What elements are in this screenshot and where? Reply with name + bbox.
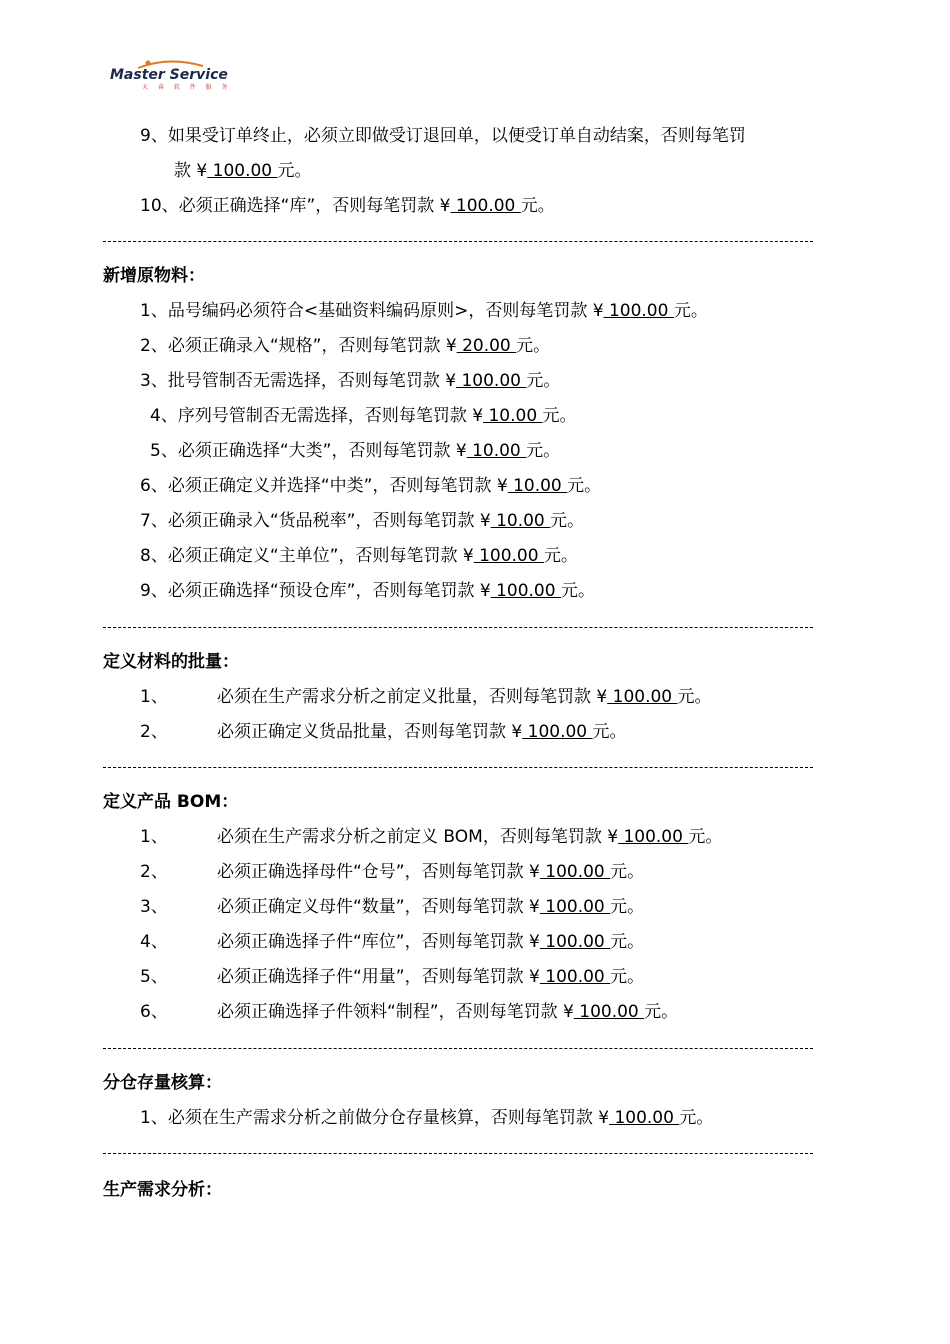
item-number: 9、 [140,126,168,146]
item-text: 必须正确选择子件“库位”，否则每笔罚款 ¥ [217,932,540,952]
item-number: 1、 [140,687,168,707]
list-item [140,721,627,743]
item-tail: 元。 [688,827,723,847]
penalty-amount: 100.00 [539,862,611,882]
item-tail: 元。 [610,967,645,987]
penalty-amount: 10.00 [490,511,551,531]
item-tail: 元。 [542,406,577,426]
item-tail: 元。 [277,161,312,181]
list-item [150,440,560,462]
item-tail: 元。 [526,441,561,461]
penalty-amount: 10.00 [483,406,543,426]
item-tail: 元。 [560,581,595,601]
list-item [140,896,645,918]
item-tail: 元。 [592,722,627,742]
penalty-amount: 100.00 [609,1108,680,1128]
logo-text: Master Service [110,67,228,83]
item-tail: 元。 [550,511,585,531]
penalty-amount: 100.00 [618,827,689,847]
item-text: 必须正确选择“预设仓库”，否则每笔罚款 ¥ [167,581,491,601]
item-body [217,966,644,988]
item-body [217,861,644,883]
item-number: 2、 [140,862,168,882]
item-text: 如果受订单终止，必须立即做受订退回单，以便受订单自动结案，否则每笔罚 [167,126,746,146]
item-text: 批号管制否无需选择，否则每笔罚款 ¥ [167,371,457,391]
item-text: 必须正确定义货品批量，否则每笔罚款 ¥ [217,722,523,742]
item-number: 8、 [140,546,168,566]
item-number: 3、 [140,371,168,391]
item-text: 必须正确选择子件领料“制程”，否则每笔罚款 ¥ [217,1002,574,1022]
item-number: 2、 [140,336,168,356]
item-body [217,896,644,918]
item-number: 9、 [140,581,168,601]
list-item [140,300,708,322]
item-number: 1、 [140,1108,168,1128]
list-item [140,125,746,147]
item-text: 必须正确选择母件“仓号”，否则每笔罚款 ¥ [217,862,540,882]
item-tail: 元。 [610,932,645,952]
item-tail: 元。 [526,371,561,391]
item-tail: 元。 [679,1108,714,1128]
item-tail: 元。 [516,336,551,356]
list-item [140,826,723,848]
item-number: 1、 [140,301,168,321]
item-number: 4、 [140,932,168,952]
item-tail: 元。 [673,301,708,321]
item-tail: 元。 [677,687,712,707]
list-item [140,370,560,392]
penalty-amount: 100.00 [539,932,611,952]
item-tail: 元。 [520,196,555,216]
penalty-amount: 10.00 [466,441,527,461]
item-body [217,931,644,953]
dashed-separator [103,627,813,628]
item-number: 2、 [140,722,168,742]
item-text: 必须在生产需求分析之前做分仓存量核算，否则每笔罚款 ¥ [167,1108,610,1128]
penalty-amount: 100.00 [573,1002,645,1022]
item-number: 5、 [140,967,168,987]
item-number: 3、 [140,897,168,917]
item-text: 必须正确录入“货品税率”，否则每笔罚款 ¥ [167,511,491,531]
item-text: 必须正确录入“规格”，否则每笔罚款 ¥ [167,336,457,356]
list-item [140,545,578,567]
penalty-amount: 100.00 [207,161,278,181]
penalty-amount: 100.00 [490,581,561,601]
penalty-amount: 100.00 [450,196,521,216]
dashed-separator [103,241,813,242]
master-service-logo [108,58,248,92]
item-text: 必须在生产需求分析之前定义批量，否则每笔罚款 ¥ [217,687,608,707]
item-number: 7、 [140,511,168,531]
penalty-amount: 100.00 [522,722,593,742]
item-text: 必须正确选择“库”，否则每笔罚款 ¥ [178,196,451,216]
item-number: 4、 [150,406,178,426]
item-number: 5、 [150,441,178,461]
item-text: 品号编码必须符合<基础资料编码原则>，否则每笔罚款 ¥ [167,301,604,321]
item-number: 6、 [140,1002,168,1022]
list-item [140,335,550,357]
list-item [140,1107,713,1129]
item-text: 必须正确定义“主单位”，否则每笔罚款 ¥ [167,546,474,566]
penalty-amount: 100.00 [473,546,544,566]
item-tail: 元。 [610,897,645,917]
item-text: 必须正确定义母件“数量”，否则每笔罚款 ¥ [217,897,540,917]
item-number: 1、 [140,827,168,847]
list-item [140,861,645,883]
item-tail: 元。 [644,1002,679,1022]
logo-subtext: 天 睿 软 件 服 务 [142,84,232,91]
penalty-amount: 100.00 [607,687,678,707]
penalty-amount: 100.00 [456,371,527,391]
item-text: 序列号管制否无需选择，否则每笔罚款 ¥ [177,406,484,426]
item-text: 款 ¥ [174,161,208,181]
penalty-amount: 100.00 [539,967,611,987]
penalty-amount: 100.00 [539,897,611,917]
penalty-amount: 20.00 [456,336,517,356]
item-text: 必须正确选择“大类”，否则每笔罚款 ¥ [177,441,467,461]
list-item-continuation [174,160,312,182]
list-item [140,966,645,988]
section-title: 定义材料的批量： [103,652,239,672]
item-body [217,721,627,743]
item-body [217,686,712,708]
list-item [140,475,601,497]
penalty-amount: 100.00 [603,301,674,321]
penalty-amount: 10.00 [507,476,568,496]
item-text: 必须在生产需求分析之前定义 BOM，否则每笔罚款 ¥ [217,827,619,847]
list-item [140,931,645,953]
item-tail: 元。 [543,546,578,566]
item-number: 6、 [140,476,168,496]
section-title: 定义产品 BOM： [103,792,239,812]
item-text: 必须正确选择子件“用量”，否则每笔罚款 ¥ [217,967,540,987]
section-title: 新增原物料： [103,266,205,286]
dashed-separator [103,1153,813,1154]
item-tail: 元。 [567,476,602,496]
dashed-separator [103,767,813,768]
item-tail: 元。 [610,862,645,882]
list-item [150,405,577,427]
list-item [140,510,584,532]
item-text: 必须正确定义并选择“中类”，否则每笔罚款 ¥ [167,476,508,496]
list-item [140,195,555,217]
item-body [217,1001,678,1023]
item-body [217,826,722,848]
list-item [140,1001,679,1023]
item-number: 10、 [140,196,179,216]
section-title: 分仓存量核算： [103,1073,222,1093]
dashed-separator [103,1048,813,1049]
list-item [140,686,712,708]
list-item [140,580,595,602]
section-title: 生产需求分析： [103,1180,222,1200]
